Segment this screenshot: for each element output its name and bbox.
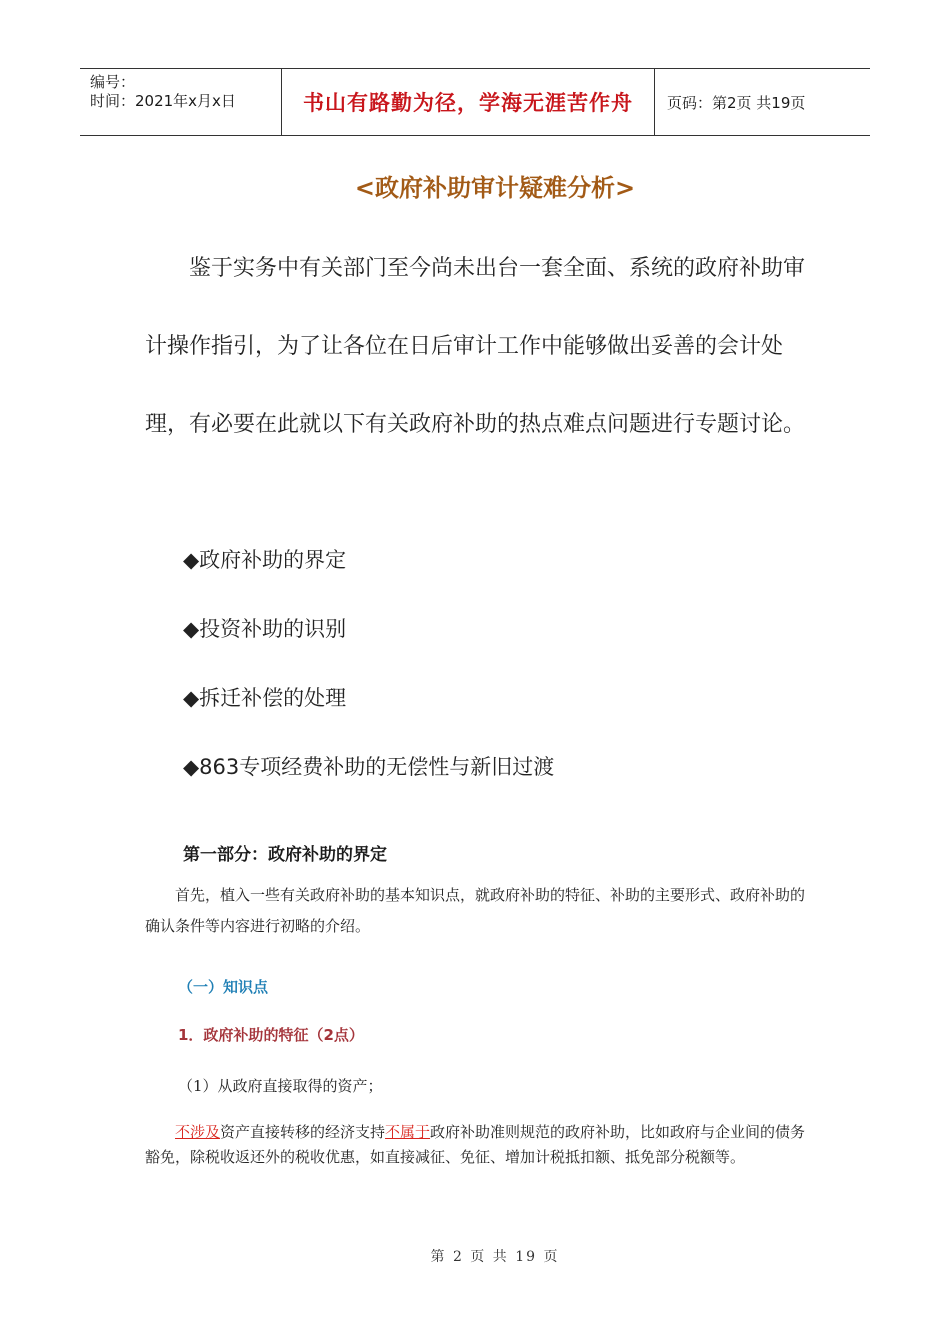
highlight-text: 不涉及 (175, 1123, 221, 1141)
bullet-item: ◆863专项经费补助的无偿性与新旧过渡 (183, 755, 555, 779)
bullet-item: ◆投资补助的识别 (183, 617, 347, 641)
detail-text: 资产直接转移的经济支持 (220, 1123, 386, 1141)
feature-detail (145, 1120, 810, 1170)
section-paragraph: 首先，植入一些有关政府补助的基本知识点，就政府补助的特征、补助的主要形式、政府补助的确认条件等内容进行初略的介绍。 (145, 886, 806, 935)
header-number: 编号： (90, 73, 136, 91)
intro-paragraph: 鉴于实务中有关部门至今尚未出台一套全面、系统的政府补助审计操作指引，为了让各位在日后审计工作中能够做出妥善的会计处理，有必要在此就以下有关政府补助的热点难点问题进行专题讨论。 (145, 256, 806, 437)
bullet-item: ◆政府补助的界定 (183, 548, 347, 572)
detail-text: 政府补助准则规范的政府补助，比如政府与企业间的债务豁免，除税收返还外的税收优惠，如直接减征、免征、增加计税抵扣额、抵免部分税额等。 (145, 1123, 806, 1166)
page-footer: 第 2 页 共 19 页 (430, 1249, 560, 1265)
header-time: 时间：2021年x月x日 (90, 92, 236, 110)
feature-heading: 1．政府补助的特征（2点） (178, 1026, 364, 1044)
header-meta (80, 69, 282, 135)
header-page-info: 页码：第2页 共19页 (667, 93, 806, 112)
feature-item: （1）从政府直接取得的资产； (178, 1077, 383, 1095)
header-motto: 书山有路勤为径，学海无涯苦作舟 (282, 69, 655, 135)
document-title: <政府补助审计疑难分析> (354, 174, 636, 202)
page-header (80, 68, 870, 136)
highlight-text: 不属于 (385, 1123, 431, 1141)
bullet-item: ◆拆迁补偿的处理 (183, 686, 347, 710)
section-title: 第一部分：政府补助的界定 (183, 845, 387, 865)
knowledge-heading: （一）知识点 (178, 978, 269, 996)
